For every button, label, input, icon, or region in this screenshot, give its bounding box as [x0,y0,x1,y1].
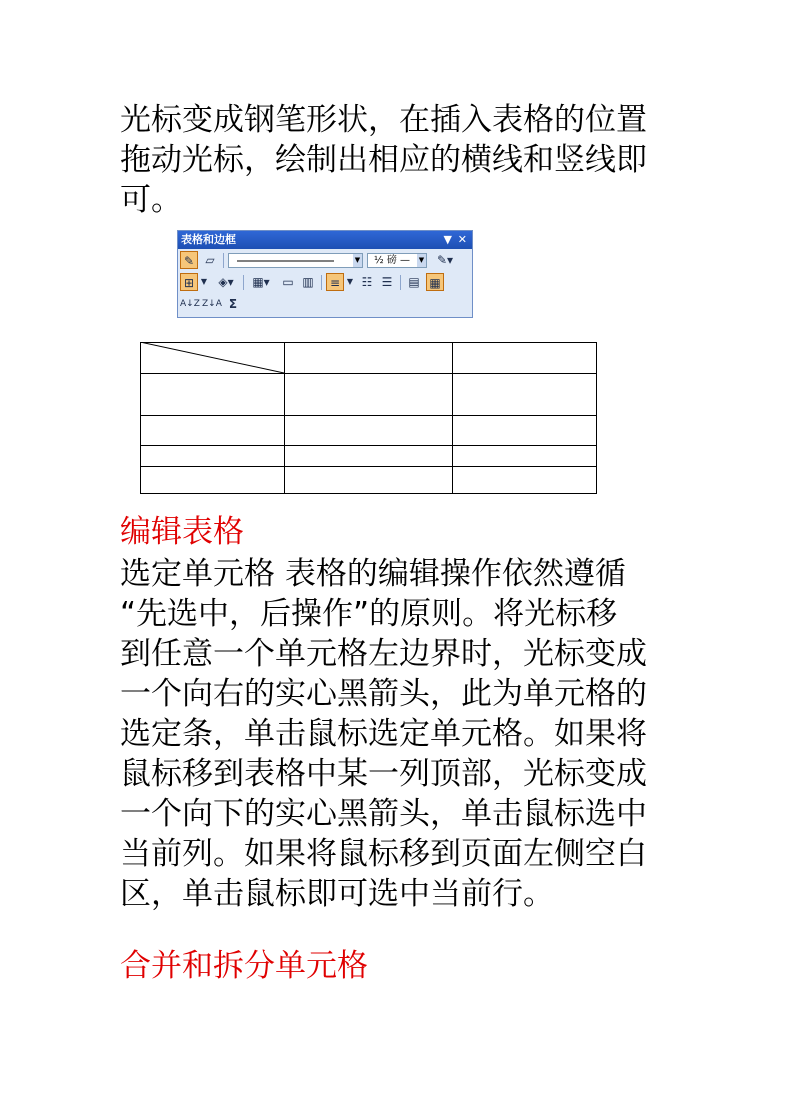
table-cell [141,446,285,467]
autosum-icon[interactable]: Σ [228,297,238,311]
toolbar-separator [223,253,224,268]
toolbar-row-1 [178,249,472,271]
line-weight-value: ½ 磅 — [374,255,411,266]
table-row [141,416,597,446]
toolbar-title-bar [178,231,472,249]
triangle-down-icon[interactable]: ▼ [443,233,452,246]
table-cell [453,446,597,467]
table-cell [285,343,453,374]
heading-edit-table [120,512,680,552]
table-row [141,467,597,494]
line-style-icon [229,254,339,267]
shading-color-icon[interactable]: ◈▾ [218,275,234,289]
table-cell [285,446,453,467]
outside-border-icon[interactable]: ⊞ [180,273,198,291]
tables-and-borders-toolbar [177,230,473,318]
paragraph-draw-table [120,100,680,220]
heading-text: 编辑表格 [120,514,244,550]
table-cell [453,467,597,494]
table-cell [285,416,453,446]
distribute-columns-icon[interactable]: ☰ [381,275,393,289]
heading-merge-split-cells [120,946,680,986]
paragraph-select-cells [120,554,680,914]
line-weight-dropdown[interactable] [367,253,427,268]
line-style-dropdown[interactable] [228,253,363,268]
chevron-down-icon: ▼ [417,254,426,267]
table-cell [141,467,285,494]
text-line: 到任意一个单元格左边界时，光标变成 [120,636,647,672]
text-line: 当前列。如果将鼠标移到页面左侧空白 [120,836,647,872]
split-cells-icon[interactable]: ▥ [302,275,314,289]
chevron-down-icon[interactable]: ▼ [200,277,208,286]
table-row [141,446,597,467]
sort-descending-icon[interactable]: Z↓A [202,299,222,309]
text-line: 鼠标移到表格中某一列顶部，光标变成 [120,756,647,792]
table-cell [141,374,285,416]
toolbar-row-3 [178,293,472,315]
text-line: 选定单元格 表格的编辑操作依然遵循 [120,556,626,592]
sort-ascending-icon[interactable]: A↓Z [180,299,200,309]
table-cell [285,467,453,494]
toolbar-title: 表格和边框 [181,233,236,246]
table-cell [141,416,285,446]
text-line: 光标变成钢笔形状，在插入表格的位置 [120,102,647,138]
table-cell [453,374,597,416]
border-color-icon[interactable]: ✎▾ [436,253,454,267]
text-line: 一个向下的实心黑箭头，单击鼠标选中 [120,796,647,832]
close-icon[interactable]: ✕ [457,233,467,246]
table-row [141,374,597,416]
text-line: 拖动光标，绘制出相应的横线和竖线即 [120,142,647,178]
table-cell [453,416,597,446]
chevron-down-icon: ▼ [353,254,362,267]
diagonal-header-line [140,342,286,376]
chevron-down-icon[interactable]: ▼ [346,277,354,286]
text-line: 选定条，单击鼠标选定单元格。如果将 [120,716,647,752]
show-gridlines-icon[interactable]: ▦ [426,273,444,291]
toolbar-separator [243,275,244,290]
table-cell [285,374,453,416]
eraser-icon[interactable]: ▱ [205,253,215,267]
table-cell [453,343,597,374]
text-line: 区，单击鼠标即可选中当前行。 [120,876,554,912]
toolbar-separator [321,275,322,290]
text-line: 可。 [120,182,182,218]
heading-text: 合并和拆分单元格 [120,948,368,984]
distribute-rows-icon[interactable]: ☷ [361,275,373,289]
toolbar-row-2 [178,271,472,293]
align-top-icon[interactable]: ≡ [326,273,344,291]
insert-table-icon[interactable]: ▦▾ [252,275,270,289]
draw-table-pencil-icon[interactable]: ✎ [180,251,198,269]
text-line: 一个向右的实心黑箭头，此为单元格的 [120,676,647,712]
toolbar-separator [400,275,401,290]
table-autoformat-icon[interactable]: ▤ [408,275,420,289]
merge-cells-icon[interactable]: ▭ [282,275,294,289]
text-line: “先选中，后操作”的原则。将光标移 [120,596,618,632]
